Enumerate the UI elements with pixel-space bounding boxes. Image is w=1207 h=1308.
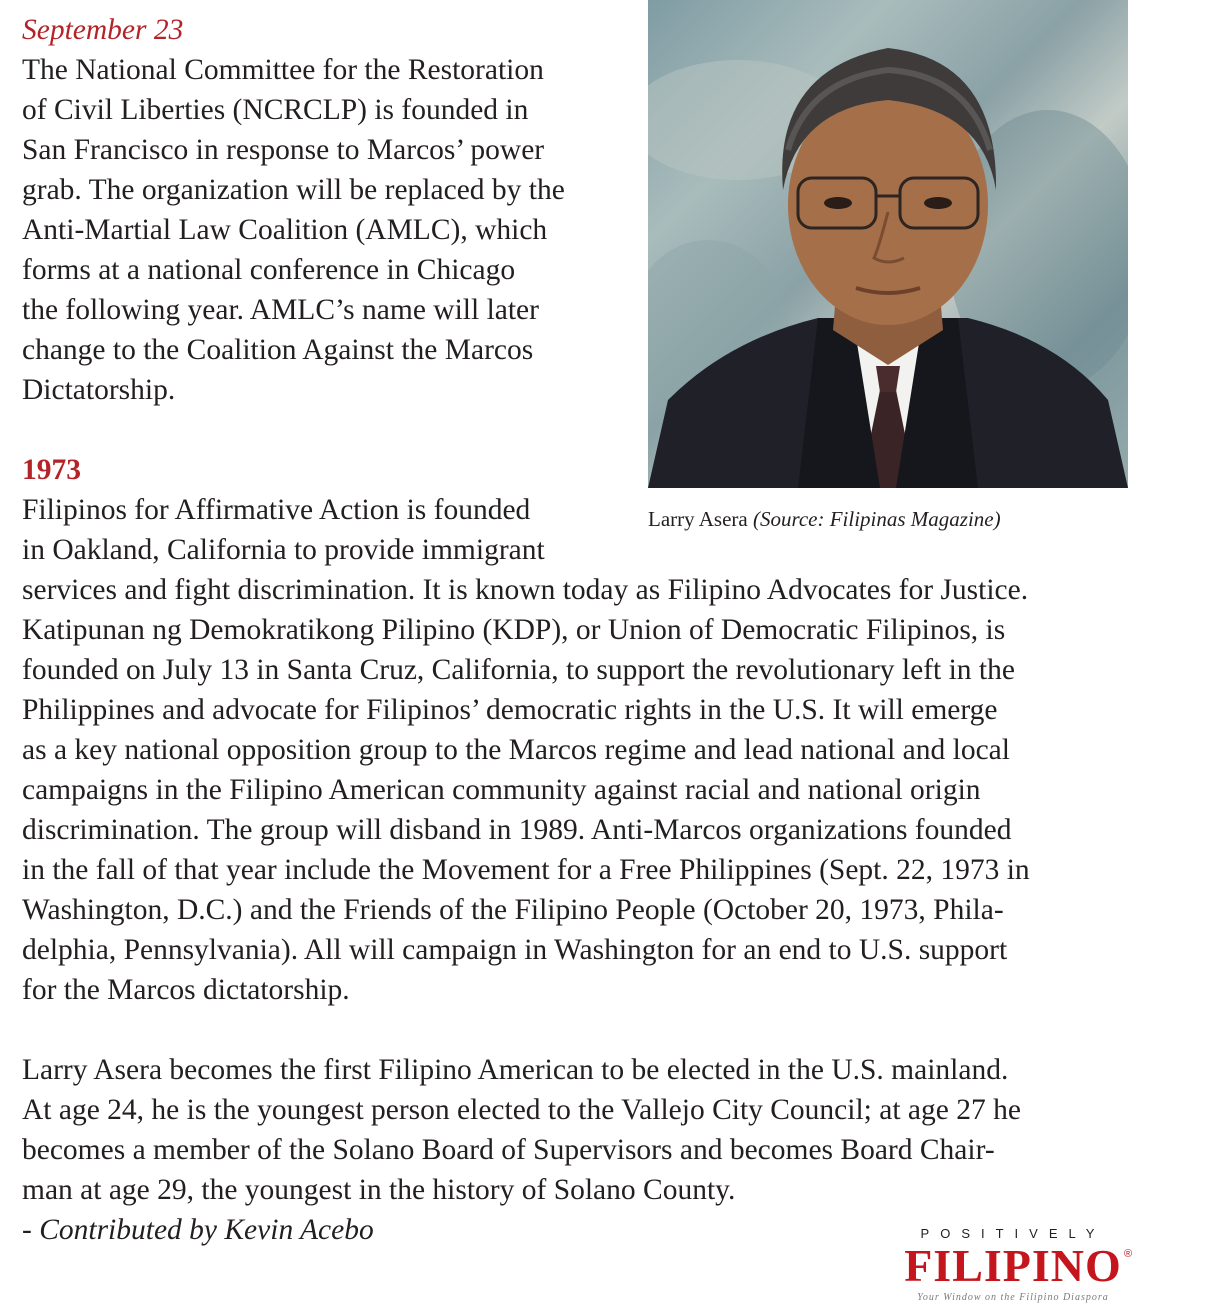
body-line: the following year. AMLC’s name will later — [22, 294, 539, 326]
body-line: delphia, Pennsylvania). All will campaign in Washington for an end to U.S. support — [22, 934, 1008, 966]
registered-mark: ® — [1124, 1248, 1133, 1260]
entry-year: 1973 — [22, 454, 81, 486]
body-line: as a key national opposition group to the Marcos regime and lead national and local — [22, 734, 1010, 766]
contributor-credit: - Contributed by Kevin Acebo — [22, 1214, 374, 1246]
body-line: forms at a national conference in Chicago — [22, 254, 516, 286]
photo-caption — [648, 505, 1001, 533]
caption-name: Larry Asera — [648, 507, 748, 531]
body-line: Washington, D.C.) and the Friends of the Filipino People (October 20, 1973, Phila- — [22, 894, 1004, 926]
body-line: Anti-Martial Law Coalition (AMLC), which — [22, 214, 548, 246]
logo-tagline: Your Window on the Filipino Diaspora — [917, 1292, 1109, 1303]
body-line: of Civil Liberties (NCRCLP) is founded in — [22, 94, 529, 126]
body-line: San Francisco in response to Marcos’ power — [22, 134, 545, 166]
body-line: becomes a member of the Solano Board of Supervisors and becomes Board Chair- — [22, 1134, 995, 1166]
entry-date: September 23 — [22, 14, 184, 46]
logo-filipino: FILIPINO — [904, 1240, 1122, 1291]
body-line: for the Marcos dictatorship. — [22, 974, 350, 1006]
body-line: change to the Coalition Against the Marcos — [22, 334, 534, 366]
portrait-illustration — [648, 0, 1128, 488]
body-line: Larry Asera becomes the first Filipino American to be elected in the U.S. mainland. — [22, 1054, 1009, 1086]
body-line: man at age 29, the youngest in the history of Solano County. — [22, 1174, 736, 1206]
body-line: in the fall of that year include the Movement for a Free Philippines (Sept. 22, 1973 in — [22, 854, 1030, 886]
caption-source: (Source: Filipinas Magazine) — [752, 507, 1001, 531]
body-line: founded on July 13 in Santa Cruz, California, to support the revolutionary left in the — [22, 654, 1015, 686]
body-line: Katipunan ng Demokratikong Pilipino (KDP), or Union of Democratic Filipinos, is — [22, 614, 1006, 646]
body-line: Dictatorship. — [22, 374, 176, 406]
body-line: campaigns in the Filipino American community against racial and national origin — [22, 774, 981, 806]
body-line: The National Committee for the Restoration — [22, 54, 544, 86]
body-line: At age 24, he is the youngest person elected to the Vallejo City Council; at age 27 he — [22, 1094, 1021, 1126]
body-line: services and fight discrimination. It is known today as Filipino Advocates for Justice. — [22, 574, 1029, 606]
body-line: grab. The organization will be replaced by the — [22, 174, 565, 206]
body-line: Philippines and advocate for Filipinos’ democratic rights in the U.S. It will emerge — [22, 694, 998, 726]
body-line: Filipinos for Affirmative Action is founded — [22, 494, 531, 526]
body-line: discrimination. The group will disband in 1989. Anti-Marcos organizations founded — [22, 814, 1012, 846]
logo-positively: POSITIVELY — [920, 1226, 1106, 1241]
portrait-photo — [648, 0, 1128, 488]
body-line: in Oakland, California to provide immigrant — [22, 534, 545, 566]
